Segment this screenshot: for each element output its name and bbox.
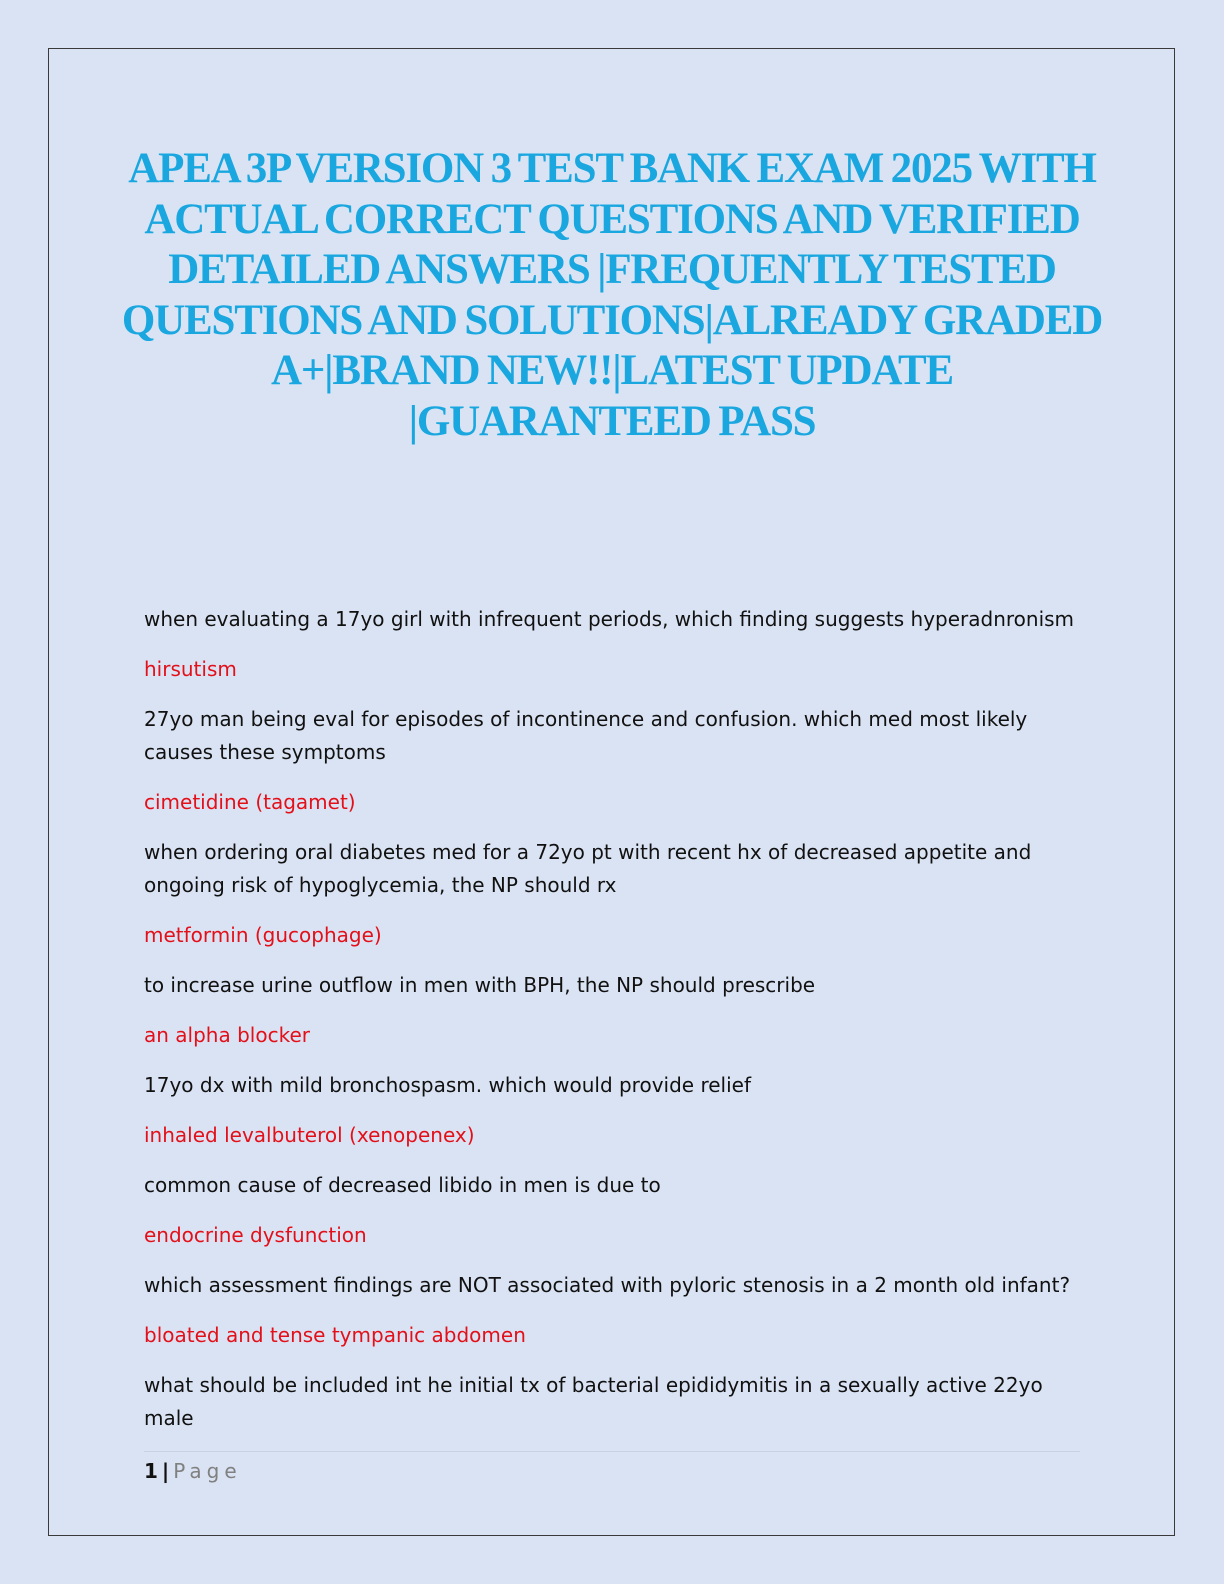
question-text: common cause of decreased libido in men is due to <box>144 1173 661 1197</box>
document-title: APEA 3P VERSION 3 TEST BANK EXAM 2025 WITH ACTUAL CORRECT QUESTIONS AND VERIFIED DETAILED ANSWERS |FREQUENTLY TESTED QUESTIONS AND SOLUTIONS|ALREADY GRADED A+|BRAND NEW!!|LATEST UPDATE |GUARANTEED PASS <box>121 145 1103 445</box>
qa-item <box>144 1169 1084 1252</box>
footer-separator: | <box>161 1459 170 1483</box>
answer-text: hirsutism <box>144 657 237 681</box>
question-text: 27yo man being eval for episodes of incontinence and confusion. which med most likely causes these symptoms <box>144 707 1028 764</box>
answer-text: cimetidine (tagamet) <box>144 790 356 814</box>
answer-text: metformin (gucophage) <box>144 923 382 947</box>
question-text: when evaluating a 17yo girl with infrequent periods, which finding suggests hyperadnronism <box>144 607 1075 631</box>
question-text: what should be included int he initial tx of bacterial epididymitis in a sexually active 22yo male <box>144 1373 1043 1430</box>
answer-text: inhaled levalbuterol (xenopenex) <box>144 1123 475 1147</box>
question-text: to increase urine outflow in men with BPH, the NP should prescribe <box>144 973 816 997</box>
question-text: 17yo dx with mild bronchospasm. which would provide relief <box>144 1073 752 1097</box>
answer-text: an alpha blocker <box>144 1023 310 1047</box>
page-footer <box>144 1457 242 1485</box>
qa-item <box>144 703 1084 819</box>
page-number: 1 <box>144 1459 158 1483</box>
qa-item <box>144 1369 1084 1435</box>
question-text: when ordering oral diabetes med for a 72yo pt with recent hx of decreased appetite and ongoing risk of hypoglycemia, the NP should rx <box>144 840 1032 897</box>
qa-list <box>144 603 1084 1452</box>
answer-text: bloated and tense tympanic abdomen <box>144 1323 526 1347</box>
footer-divider <box>144 1451 1080 1452</box>
qa-item <box>144 1069 1084 1152</box>
page-label: Page <box>173 1459 242 1483</box>
qa-item <box>144 1269 1084 1352</box>
qa-item <box>144 836 1084 952</box>
question-text: which assessment findings are NOT associated with pyloric stenosis in a 2 month old infant? <box>144 1273 1071 1297</box>
qa-item <box>144 969 1084 1052</box>
qa-item <box>144 603 1084 686</box>
answer-text: endocrine dysfunction <box>144 1223 367 1247</box>
